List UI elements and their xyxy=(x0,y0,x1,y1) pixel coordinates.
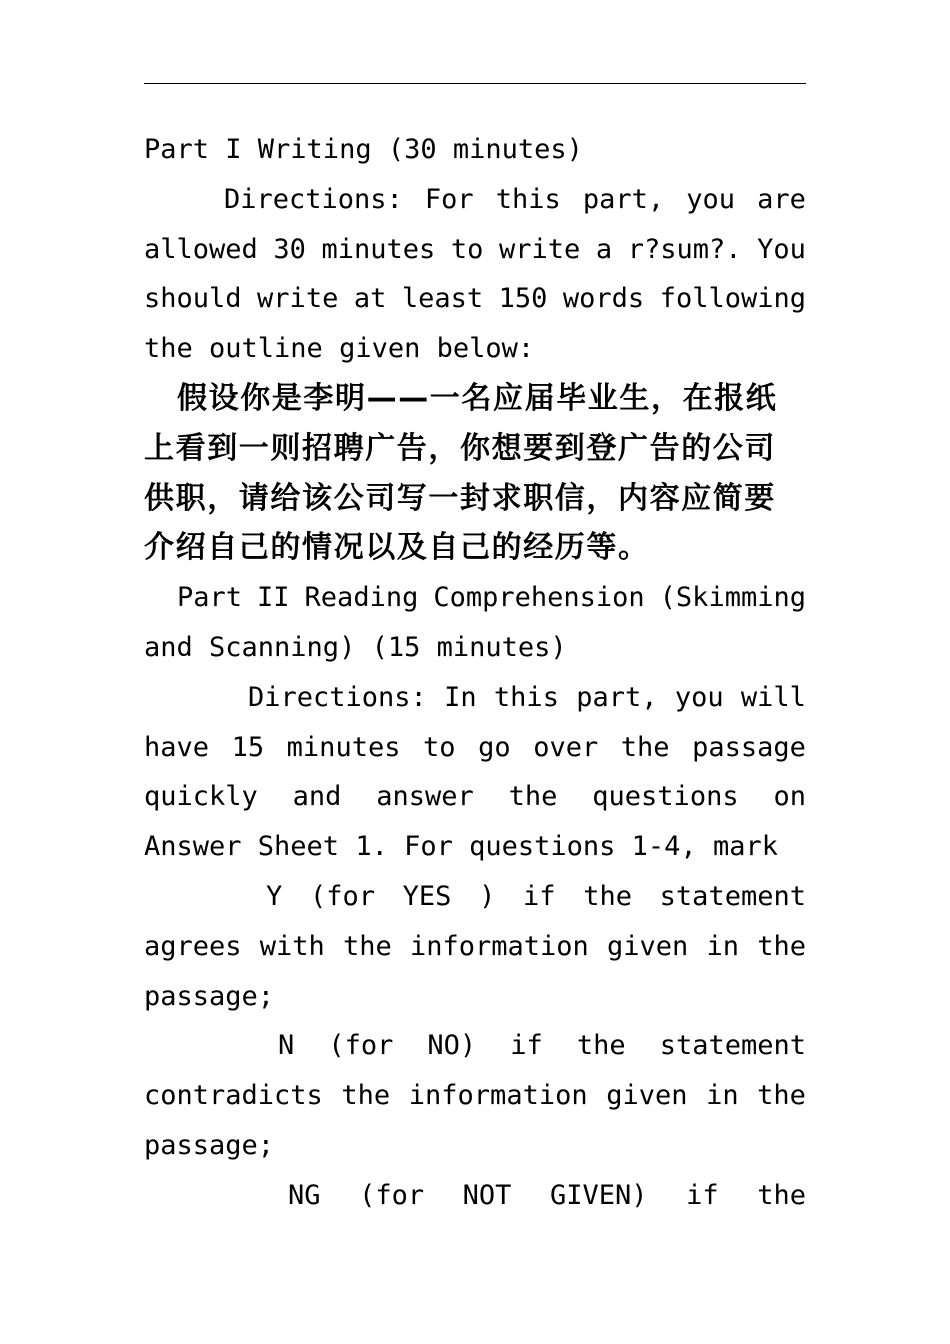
text-word: least xyxy=(401,283,484,315)
text-word: Directions: xyxy=(224,183,403,215)
text-word: Y xyxy=(266,880,283,912)
text-word: words xyxy=(562,283,645,315)
text-word: you xyxy=(686,183,736,215)
text-word: write xyxy=(499,233,581,265)
text-line xyxy=(144,523,806,573)
text-line xyxy=(144,324,806,374)
text-word: the xyxy=(757,1080,806,1112)
text-word: passage xyxy=(692,731,806,763)
text-word: ) xyxy=(479,880,496,912)
text-segment: the outline given below: xyxy=(144,333,535,365)
text-word: on xyxy=(773,781,806,813)
text-word: have xyxy=(144,731,210,763)
text-word: N xyxy=(278,1030,295,1062)
text-segment: 上看到一则招聘广告，你想要到登广告的公司 xyxy=(144,430,776,466)
text-segment: passage; xyxy=(144,980,275,1012)
text-line xyxy=(144,424,806,474)
text-word: the xyxy=(757,1179,806,1211)
text-word: Comprehension xyxy=(433,582,645,614)
text-word: contradicts xyxy=(144,1080,323,1112)
text-word: answer xyxy=(376,781,474,813)
text-word: the xyxy=(583,880,632,912)
text-word: information xyxy=(408,1080,588,1112)
text-word: You xyxy=(757,233,806,265)
text-segment: Part I Writing (30 minutes) xyxy=(144,134,583,165)
text-word: at xyxy=(353,283,387,315)
text-word: NOT xyxy=(462,1179,512,1211)
text-word: if xyxy=(686,1179,719,1211)
text-word: (for xyxy=(309,880,375,912)
text-word: 150 xyxy=(498,283,548,315)
text-word: allowed xyxy=(144,233,258,265)
text-word: statement xyxy=(659,1030,806,1062)
text-word: given xyxy=(606,1080,688,1112)
text-word: statement xyxy=(659,880,806,912)
text-word: 15 xyxy=(231,731,265,763)
text-word: Directions: xyxy=(248,681,427,713)
text-line xyxy=(144,673,806,723)
text-line xyxy=(144,175,806,225)
text-word: part, xyxy=(582,183,665,215)
text-word: part, xyxy=(576,681,658,713)
text-word: NG xyxy=(288,1179,321,1211)
text-line xyxy=(144,972,806,1022)
text-word: (for xyxy=(328,1030,394,1062)
text-word: the xyxy=(508,781,558,813)
text-word: NO) xyxy=(427,1030,477,1062)
text-word: over xyxy=(533,731,599,763)
text-word: quickly xyxy=(144,781,258,813)
text-line xyxy=(144,374,806,424)
text-line xyxy=(144,225,806,275)
text-line xyxy=(144,125,806,175)
text-line xyxy=(144,1171,806,1221)
text-word: and xyxy=(292,781,342,813)
text-word: the xyxy=(576,1030,626,1062)
text-word: the xyxy=(757,930,806,962)
text-word: if xyxy=(523,880,556,912)
text-word: (Skimming xyxy=(659,582,806,614)
text-word: 30 xyxy=(273,233,306,265)
text-line xyxy=(144,1021,806,1071)
text-word: write xyxy=(257,283,339,315)
text-word: if xyxy=(510,1030,543,1062)
document-body xyxy=(144,125,806,1221)
text-segment: 介绍自己的情况以及自己的经历等。 xyxy=(144,530,650,566)
text-word: with xyxy=(259,930,325,962)
text-word: given xyxy=(606,930,689,962)
text-word: For xyxy=(424,183,474,215)
text-word: questions xyxy=(592,781,739,813)
text-word: this xyxy=(493,681,559,713)
text-word: II xyxy=(257,582,290,614)
text-word: will xyxy=(740,681,806,713)
text-line xyxy=(144,1121,806,1171)
text-line xyxy=(144,872,806,922)
text-word: this xyxy=(495,183,561,215)
text-word: the xyxy=(620,731,670,763)
text-word: Part xyxy=(177,582,243,614)
text-segment: passage; xyxy=(144,1129,275,1161)
text-line xyxy=(144,723,806,773)
header-rule xyxy=(144,83,806,84)
text-word: go xyxy=(478,731,511,763)
text-word: you xyxy=(674,681,724,713)
text-line xyxy=(144,1071,806,1121)
text-word: to xyxy=(423,731,456,763)
text-line xyxy=(144,573,806,623)
text-line xyxy=(144,474,806,524)
text-word: agrees xyxy=(144,930,242,962)
text-word: (for xyxy=(359,1179,425,1211)
text-word: minutes xyxy=(286,731,401,763)
text-word: GIVEN) xyxy=(550,1179,648,1211)
text-line xyxy=(144,922,806,972)
text-line xyxy=(144,822,806,872)
text-word: YES xyxy=(402,880,452,912)
text-word: following xyxy=(659,283,806,315)
text-word: r?sum?. xyxy=(627,233,742,265)
text-word: Reading xyxy=(304,582,419,614)
text-segment: and Scanning) (15 minutes) xyxy=(144,631,567,663)
text-word: a xyxy=(595,233,613,265)
text-word: In xyxy=(444,681,477,713)
text-word: information xyxy=(409,930,589,962)
text-word: the xyxy=(341,1080,391,1112)
text-word: should xyxy=(144,283,242,315)
text-line xyxy=(144,772,806,822)
text-word: minutes xyxy=(321,233,436,265)
text-word: to xyxy=(450,233,484,265)
text-segment: 假设你是李明——一名应届毕业生，在报纸 xyxy=(177,380,778,416)
text-word: are xyxy=(757,183,806,215)
text-line xyxy=(144,274,806,324)
text-word: in xyxy=(706,930,739,962)
text-word: the xyxy=(342,930,392,962)
text-line xyxy=(144,623,806,673)
text-word: in xyxy=(706,1080,739,1112)
text-segment: Answer Sheet 1. For questions 1-4, mark xyxy=(144,831,778,863)
text-segment: 供职，请给该公司写一封求职信，内容应简要 xyxy=(144,480,776,516)
